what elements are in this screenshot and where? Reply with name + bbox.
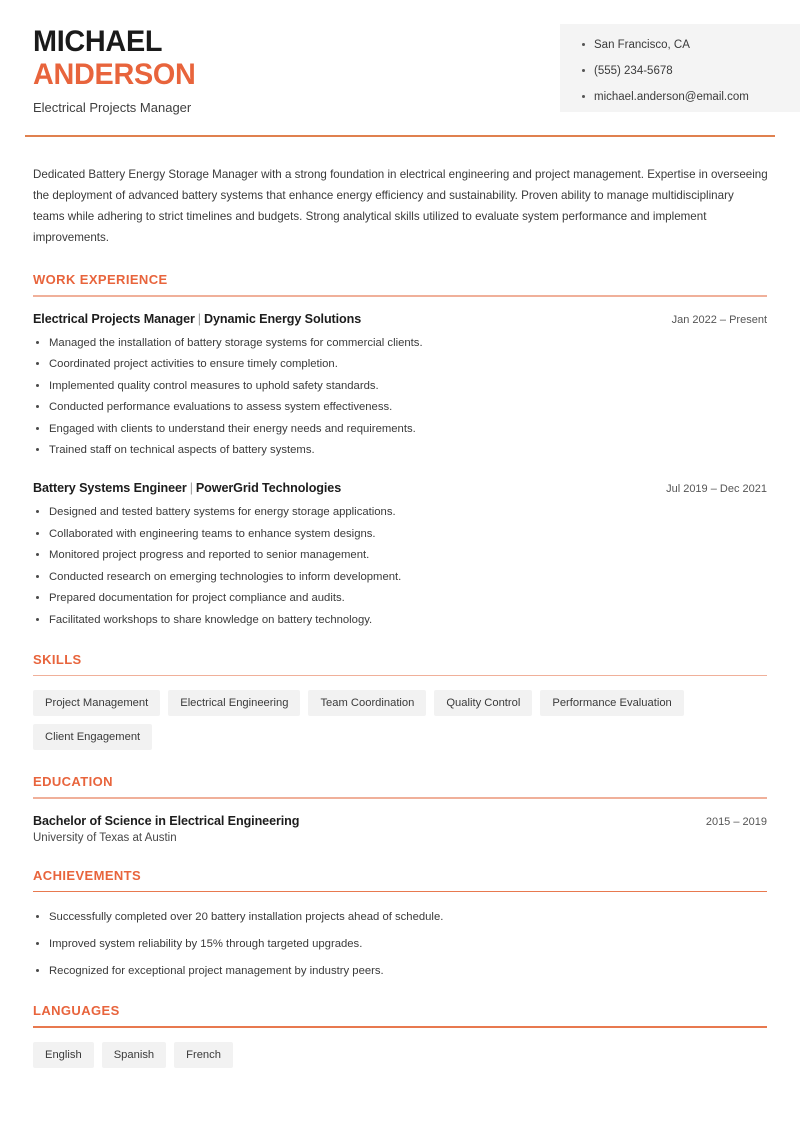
section-title-skills: SKILLS — [33, 651, 82, 667]
bullet-icon — [36, 915, 39, 918]
bullet-text: Coordinated project activities to ensure timely completion. — [49, 358, 338, 370]
bullet-text: Successfully completed over 20 battery installation projects ahead of schedule. — [49, 911, 444, 923]
list-item — [33, 505, 767, 520]
section-divider — [33, 891, 767, 893]
contact-email-text: michael.anderson@email.com — [594, 91, 749, 103]
education-date-range: 2015 – 2019 — [705, 815, 767, 828]
bullet-icon — [36, 405, 39, 408]
language-chip: Spanish — [102, 1042, 166, 1068]
list-item — [33, 379, 767, 394]
bullet-icon — [36, 427, 39, 430]
bullet-icon — [36, 510, 39, 513]
languages-chip-list — [33, 1042, 767, 1068]
bullet-icon — [36, 969, 39, 972]
location-icon — [582, 43, 585, 46]
skill-chip: Quality Control — [434, 690, 532, 716]
header-divider — [25, 135, 775, 137]
bullet-text: Managed the installation of battery storage systems for commercial clients. — [49, 336, 423, 349]
resume-body — [0, 164, 800, 1068]
education-entry-header — [33, 814, 767, 828]
skill-chip: Project Management — [33, 690, 160, 716]
bullet-icon — [36, 575, 39, 578]
email-icon — [582, 95, 585, 98]
skills-chip-list — [33, 690, 767, 750]
bullet-text: Trained staff on technical aspects of battery systems. — [49, 444, 315, 456]
section-achievements — [33, 868, 767, 980]
list-item — [33, 527, 767, 542]
section-divider — [33, 295, 767, 297]
contact-email[interactable] — [582, 90, 800, 104]
education-school: University of Texas at Austin — [33, 831, 177, 844]
section-title-work-experience: WORK EXPERIENCE — [33, 272, 168, 287]
experience-role: Battery Systems Engineer — [33, 481, 187, 495]
first-name: MICHAEL — [33, 25, 163, 58]
list-item — [33, 570, 767, 585]
bullet-text: Conducted performance evaluations to assess system effectiveness. — [49, 401, 393, 413]
bullet-icon — [36, 942, 39, 945]
experience-entry-title — [33, 312, 361, 326]
education-entry — [33, 814, 767, 844]
bullet-text: Conducted research on emerging technologies to inform development. — [49, 570, 402, 583]
bullet-text: Monitored project progress and reported to senior management. — [49, 549, 370, 561]
bullet-icon — [36, 448, 39, 451]
list-item — [33, 613, 767, 628]
experience-company: Dynamic Energy Solutions — [203, 311, 362, 326]
list-item — [33, 964, 767, 979]
name-block — [33, 25, 202, 116]
section-title-education: EDUCATION — [33, 774, 113, 789]
section-divider — [33, 675, 767, 677]
experience-role: Electrical Projects Manager — [33, 311, 195, 326]
contact-phone — [582, 64, 800, 78]
title-separator: | — [197, 311, 201, 326]
section-languages — [33, 1003, 767, 1068]
contact-info-box — [560, 24, 800, 112]
experience-entry-header — [33, 312, 767, 326]
bullet-text: Improved system reliability by 15% through targeted upgrades. — [49, 938, 363, 950]
section-divider — [33, 797, 767, 799]
section-skills — [33, 652, 767, 751]
bullet-text: Recognized for exceptional project management by industry peers. — [49, 965, 384, 977]
list-item — [33, 548, 767, 563]
bullet-icon — [36, 553, 39, 556]
skill-chip: Client Engagement — [33, 724, 152, 750]
bullet-icon — [36, 362, 39, 365]
bullet-icon — [36, 341, 39, 344]
contact-phone-text: (555) 234-5678 — [594, 65, 673, 77]
list-item — [33, 910, 767, 925]
education-degree: Bachelor of Science in Electrical Engineering — [33, 813, 300, 828]
skill-chip: Electrical Engineering — [168, 690, 300, 716]
experience-bullet-list — [33, 336, 767, 459]
headline-job-title: Electrical Projects Manager — [33, 100, 192, 115]
title-separator: | — [189, 481, 193, 495]
bullet-text: Engaged with clients to understand their energy needs and requirements. — [49, 422, 416, 435]
experience-entry-title — [33, 481, 341, 495]
list-item — [33, 591, 767, 606]
phone-icon — [582, 69, 585, 72]
section-education — [33, 774, 767, 844]
bullet-text: Prepared documentation for project compliance and audits. — [49, 592, 345, 604]
experience-date-range: Jan 2022 – Present — [671, 313, 767, 326]
list-item — [33, 422, 767, 437]
list-item — [33, 400, 767, 415]
section-work-experience — [33, 272, 767, 628]
bullet-text: Facilitated workshops to share knowledge on battery technology. — [49, 613, 373, 626]
experience-entry — [33, 312, 767, 459]
contact-location-text: San Francisco, CA — [594, 39, 690, 51]
section-divider — [33, 1026, 767, 1028]
list-item — [33, 937, 767, 952]
skill-chip: Team Coordination — [308, 690, 426, 716]
list-item — [33, 357, 767, 372]
language-chip: French — [174, 1042, 233, 1068]
skill-chip: Performance Evaluation — [540, 690, 683, 716]
resume-header — [0, 0, 800, 137]
bullet-text: Implemented quality control measures to uphold safety standards. — [49, 379, 379, 392]
experience-bullet-list — [33, 505, 767, 628]
bullet-text: Designed and tested battery systems for energy storage applications. — [49, 506, 396, 518]
list-item — [33, 336, 767, 351]
experience-entry-header — [33, 481, 767, 495]
bullet-icon — [36, 596, 39, 599]
list-item — [33, 443, 767, 458]
last-name: ANDERSON — [33, 58, 196, 91]
achievements-bullet-list — [33, 910, 767, 979]
experience-company: PowerGrid Technologies — [195, 481, 342, 495]
experience-entry — [33, 481, 767, 628]
contact-location — [582, 38, 800, 52]
bullet-icon — [36, 532, 39, 535]
section-title-languages: LANGUAGES — [33, 1003, 120, 1018]
bullet-icon — [36, 384, 39, 387]
language-chip: English — [33, 1042, 94, 1068]
experience-date-range: Jul 2019 – Dec 2021 — [666, 483, 767, 495]
section-title-achievements: ACHIEVEMENTS — [33, 867, 142, 883]
professional-summary: Dedicated Battery Energy Storage Manager with a strong foundation in electrical engineering and project management. Expertise in overseeing the deployment of advanced battery systems that enhance energy efficiency and sustainability. Proven ability to manage multidisciplinary teams while adhering to strict timelines and budgets. Strong analytical skills utilized to evaluate system performance and implement improvements. — [33, 168, 768, 244]
bullet-text: Collaborated with engineering teams to enhance system designs. — [49, 527, 376, 540]
bullet-icon — [36, 618, 39, 621]
